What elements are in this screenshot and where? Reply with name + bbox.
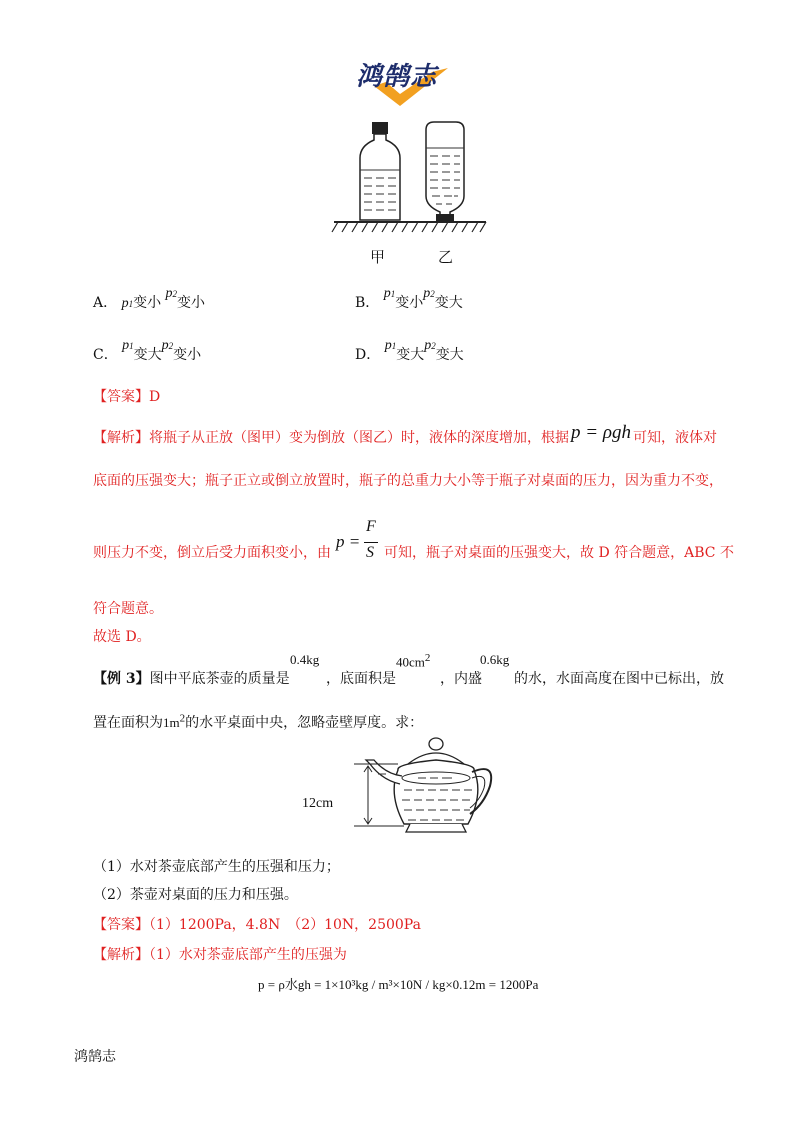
option-c-t1: 变大 xyxy=(133,347,162,363)
analysis-2-label: 【解析】 xyxy=(93,947,149,963)
option-c-t2: 变小 xyxy=(173,347,202,363)
answer-1-value: D xyxy=(149,389,161,405)
formula-2-lhs: p = xyxy=(336,532,361,551)
table-area-exponent: 2 xyxy=(179,712,186,725)
analysis-1-line3 xyxy=(93,542,331,562)
example-3-t6: 的水平桌面中央，忽略壶壁厚度。求： xyxy=(185,715,424,731)
option-c-p1-sub: 1 xyxy=(129,341,134,351)
bottle-diagram xyxy=(330,118,490,268)
example-3-t2: ，底面积是 xyxy=(326,671,396,687)
table-area-number: 1m xyxy=(163,715,180,730)
option-a-p2: p xyxy=(165,286,173,301)
option-b-t1: 变小 xyxy=(395,295,424,311)
formula-p-f-over-s xyxy=(336,518,380,564)
answer-2-value: （1）1200Pa，4.8N （2）10N，2500Pa xyxy=(149,917,421,933)
option-a-t1: 变小 xyxy=(133,295,162,311)
analysis-1-text-1b: 可知，液体对 xyxy=(632,430,717,446)
question-2: （2）茶壶对桌面的压力和压强。 xyxy=(93,887,298,903)
analysis-1-label: 【解析】 xyxy=(93,430,149,446)
question-1: （1）水对茶壶底部产生的压强和压力； xyxy=(93,859,340,875)
option-d-p2-sub: 2 xyxy=(431,341,436,351)
analysis-1-conclusion: 故选 D。 xyxy=(93,629,151,645)
option-a-p2-sub: 2 xyxy=(172,289,178,299)
option-b xyxy=(355,286,463,314)
footer-text: 鸿鹄志 xyxy=(74,1049,116,1065)
option-d-p1-sub: 1 xyxy=(391,341,397,351)
formula-p-rho-g-h: p = ρgh xyxy=(571,422,631,443)
mass-value: 0.4kg xyxy=(290,652,320,667)
example-3-t5: 置在面积为 xyxy=(93,715,163,731)
option-d xyxy=(355,338,464,366)
area-exponent: 2 xyxy=(424,652,431,664)
analysis-2-text: （1）水对茶壶底部产生的压强为 xyxy=(149,947,347,963)
teapot-figure xyxy=(326,734,496,840)
option-c-letter: C． xyxy=(93,347,118,363)
analysis-1-line2: 底面的压强变大；瓶子正立或倒立放置时，瓶子的总重力大小等于瓶子对桌面的压力，因为重力不变， xyxy=(93,473,723,489)
teapot-height-label: 12cm xyxy=(302,796,334,811)
teapot-diagram xyxy=(326,734,496,840)
option-b-letter: B． xyxy=(355,295,380,311)
analysis-1-line4: 符合题意。 xyxy=(93,601,163,617)
option-d-letter: D． xyxy=(355,347,381,363)
example-3-t3: ，内盛 xyxy=(440,671,482,687)
analysis-1-line1 xyxy=(93,422,717,448)
option-d-t1: 变大 xyxy=(396,347,425,363)
option-d-p2: p xyxy=(424,338,432,353)
option-b-p2: p xyxy=(423,286,431,301)
option-b-p1: p xyxy=(383,286,391,301)
option-c xyxy=(93,338,202,366)
label-yi: 乙 xyxy=(438,248,454,266)
example-3-t4: 的水，水面高度在图中已标出，放 xyxy=(514,671,724,687)
pressure-equation: p = ρ水gh = 1×10³kg / m³×10N / kg×0.12m = 1200Pa xyxy=(258,977,539,992)
answer-1-label: 【答案】 xyxy=(93,389,149,405)
area-number: 40cm xyxy=(396,654,425,670)
option-a-p1: p xyxy=(121,296,129,311)
option-a-letter: A． xyxy=(93,295,118,311)
answer-2 xyxy=(93,914,421,934)
logo-text: 鸿鹄志 xyxy=(356,62,438,92)
option-a-p1-sub: 1 xyxy=(128,299,134,309)
option-d-t2: 变大 xyxy=(435,347,464,363)
example-3-t1: 图中平底茶壶的质量是 xyxy=(149,671,290,687)
option-b-t2: 变大 xyxy=(434,295,463,311)
option-c-p1: p xyxy=(122,338,130,353)
answer-2-label: 【答案】 xyxy=(93,917,149,933)
bottle-figure xyxy=(330,118,490,268)
fraction-bar xyxy=(364,542,378,543)
option-c-p2: p xyxy=(161,338,169,353)
logo xyxy=(352,46,462,108)
water-mass-value: 0.6kg xyxy=(480,652,510,667)
analysis-1-text-3a: 则压力不变，倒立后受力面积变小，由 xyxy=(93,545,331,561)
example-3-label: 【例 3】 xyxy=(93,671,150,687)
table-area-value xyxy=(163,712,186,730)
option-b-p2-sub: 2 xyxy=(430,289,435,299)
option-b-p1-sub: 1 xyxy=(390,289,396,299)
formula-2-num: F xyxy=(366,518,376,535)
formula-2-den: S xyxy=(366,544,374,561)
analysis-1-line3b: 可知，瓶子对桌面的压强变大，故 D 符合题意，ABC 不 xyxy=(384,545,734,561)
analysis-1-text-1a: 将瓶子从正放（图甲）变为倒放（图乙）时，液体的深度增加，根据 xyxy=(149,430,569,446)
answer-1 xyxy=(93,386,160,406)
analysis-2 xyxy=(93,944,347,964)
option-d-p1: p xyxy=(384,338,392,353)
option-a-t2: 变小 xyxy=(177,295,206,311)
area-value xyxy=(396,652,430,670)
option-c-p2-sub: 2 xyxy=(168,341,174,351)
example-3-line2 xyxy=(93,712,423,732)
option-a xyxy=(93,286,206,314)
label-jia: 甲 xyxy=(370,248,386,266)
example-3-line1 xyxy=(93,668,290,688)
